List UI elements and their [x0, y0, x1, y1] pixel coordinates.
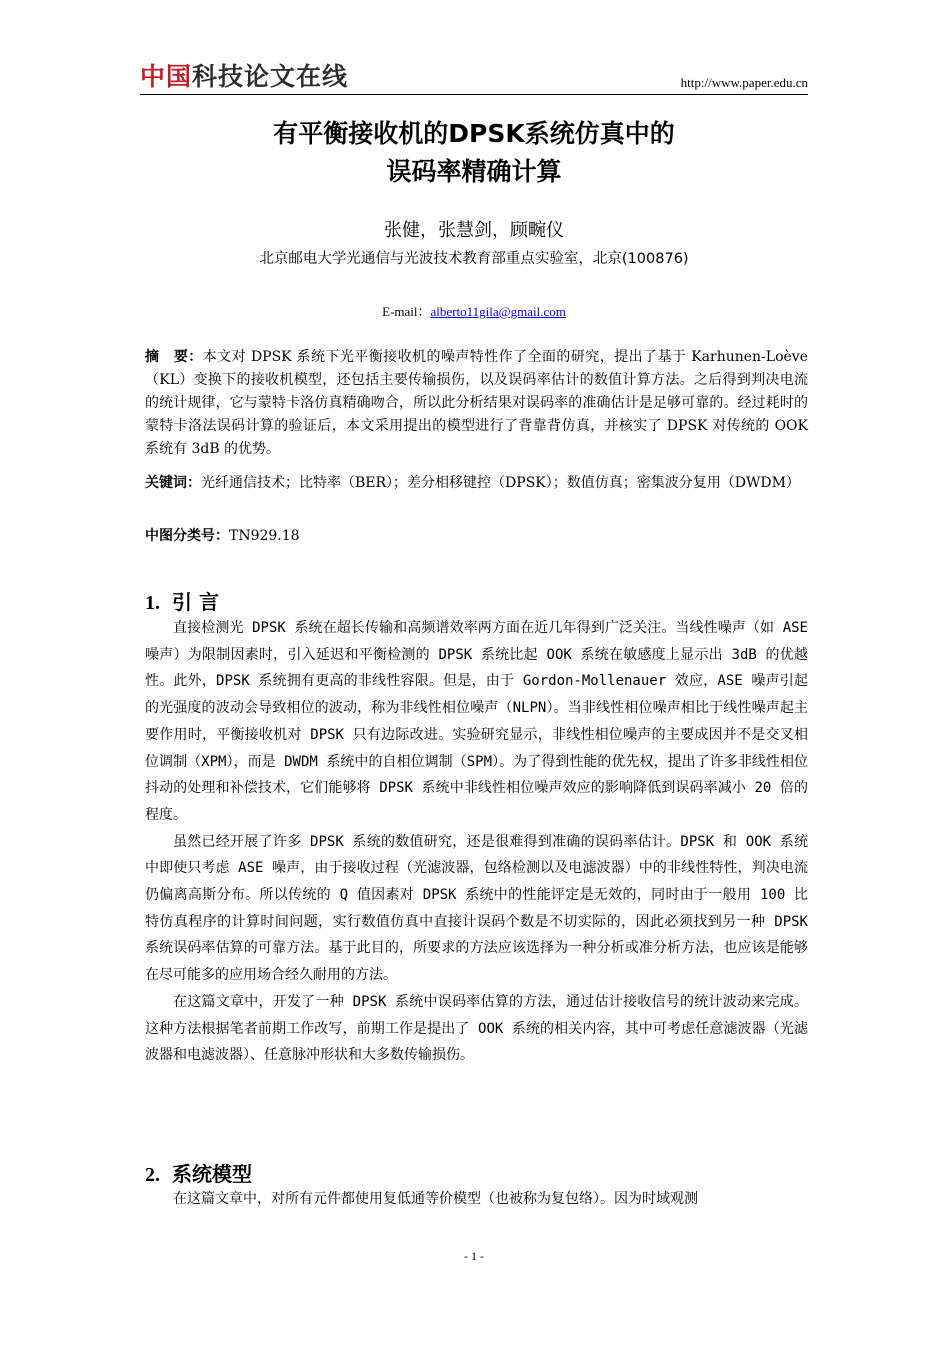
email-label: E-mail：	[382, 304, 431, 319]
classification-label: 中图分类号：	[145, 528, 229, 544]
paragraph: 在这篇文章中，对所有元件都使用复低通等价模型（也被称为复包络）。因为时域观测	[173, 1191, 698, 1207]
email-line	[140, 302, 808, 322]
keywords-text: 光纤通信技术；比特率（BER）；差分相移键控（DPSK）；数值仿真；密集波分复用（DWDM）	[201, 475, 800, 491]
section-1-heading	[145, 587, 219, 618]
section-1-body	[145, 615, 808, 1069]
classification-value: TN929.18	[229, 528, 300, 544]
paper-title-line-2: 误码率精确计算	[386, 157, 562, 186]
logo-dark-text: 科技论文在线	[192, 62, 349, 91]
page-header	[140, 62, 808, 94]
abstract-text: 本文对 DPSK 系统下光平衡接收机的噪声特性作了全面的研究，提出了基于 Karhunen-Loève（KL）变换下的接收机模型，还包括主要传输损伤，以及误码率估计的数值计算方法。之后得到判决电流的统计规律，它与蒙特卡洛仿真精确吻合，所以此分析结果对误码率的准确估计是足够可靠的。经过耗时的蒙特卡洛法误码计算的验证后，本文采用提出的模型进行了背靠背仿真，并核实了 DPSK 对传统的 OOK 系统有 3dB 的优势。	[145, 349, 808, 457]
section-1-number: 1.	[145, 592, 160, 614]
site-url[interactable]: http://www.paper.edu.cn	[680, 75, 808, 90]
email-link[interactable]: alberto11gila@gmail.com	[430, 304, 566, 319]
paragraph: 虽然已经开展了许多 DPSK 系统的数值研究，还是很难得到准确的误码率估计。DPSK 和 OOK 系统中即使只考虑 ASE 噪声，由于接收过程（光滤波器，包络检测以及电滤波器）中的非线性特性，判决电流仍偏离高斯分布。所以传统的 Q 值因素对 DPSK 系统中的性能评定是无效的，同时由于一般用 100 比特仿真程序的计算时间问题，实行数值仿真中直接计误码个数是不切实际的，因此必须找到另一种 DPSK 系统误码率估算的可靠方法。基于此目的，所要求的方法应该选择为一种分析或准分析方法，也应该是能够在尽可能多的应用场合经久耐用的方法。	[145, 833, 808, 984]
page-number: - 1 -	[464, 1249, 484, 1263]
header-divider	[140, 94, 808, 95]
abstract	[145, 346, 808, 461]
keywords	[145, 472, 808, 495]
authors: 张健，张慧剑，顾畹仪	[384, 220, 564, 241]
paper-title-line-1: 有平衡接收机的DPSK系统仿真中的	[273, 119, 675, 148]
abstract-label: 摘 要：	[145, 349, 203, 365]
section-2-body	[145, 1186, 808, 1213]
logo-red-text: 中国	[140, 62, 193, 91]
keywords-label: 关键词：	[145, 475, 201, 491]
section-1-title: 引 言	[172, 590, 219, 614]
section-2-number: 2.	[145, 1164, 160, 1186]
paragraph: 直接检测光 DPSK 系统在超长传输和高频谱效率两方面在近几年得到广泛关注。当线性噪声（如 ASE 噪声）为限制因素时，引入延迟和平衡检测的 DPSK 系统比起 OOK 系统在敏感度上显示出 3dB 的优越性。此外，DPSK 系统拥有更高的非线性容限。但是，由于 Gordon-Mollenauer 效应，ASE 噪声引起的光强度的波动会导致相位的波动，称为非线性相位噪声（NLPN）。当非线性相位噪声相比于线性噪声起主要作用时，平衡接收机对 DPSK 只有边际改进。实验研究显示，非线性相位噪声的主要成因并不是交叉相位调制（XPM），而是 DWDM 系统中的自相位调制（SPM）。为了得到性能的优先权，提出了许多非线性相位抖动的处理和补偿技术，它们能够将 DPSK 系统中非线性相位噪声效应的影响降低到误码率减小 20 倍的程度。	[145, 620, 808, 823]
site-logo[interactable]	[140, 62, 348, 92]
section-2-title: 系统模型	[172, 1162, 252, 1186]
paragraph: 在这篇文章中，开发了一种 DPSK 系统中误码率估算的方法，通过估计接收信号的统计波动来完成。这种方法根据笔者前期工作改写，前期工作是提出了 OOK 系统的相关内容，其中可考虑任意滤波器（光滤波器和电滤波器）、任意脉冲形状和大多数传输损伤。	[145, 993, 808, 1064]
affiliation: 北京邮电大学光通信与光波技术教育部重点实验室，北京(100876)	[259, 251, 689, 267]
classification-number	[145, 525, 300, 548]
